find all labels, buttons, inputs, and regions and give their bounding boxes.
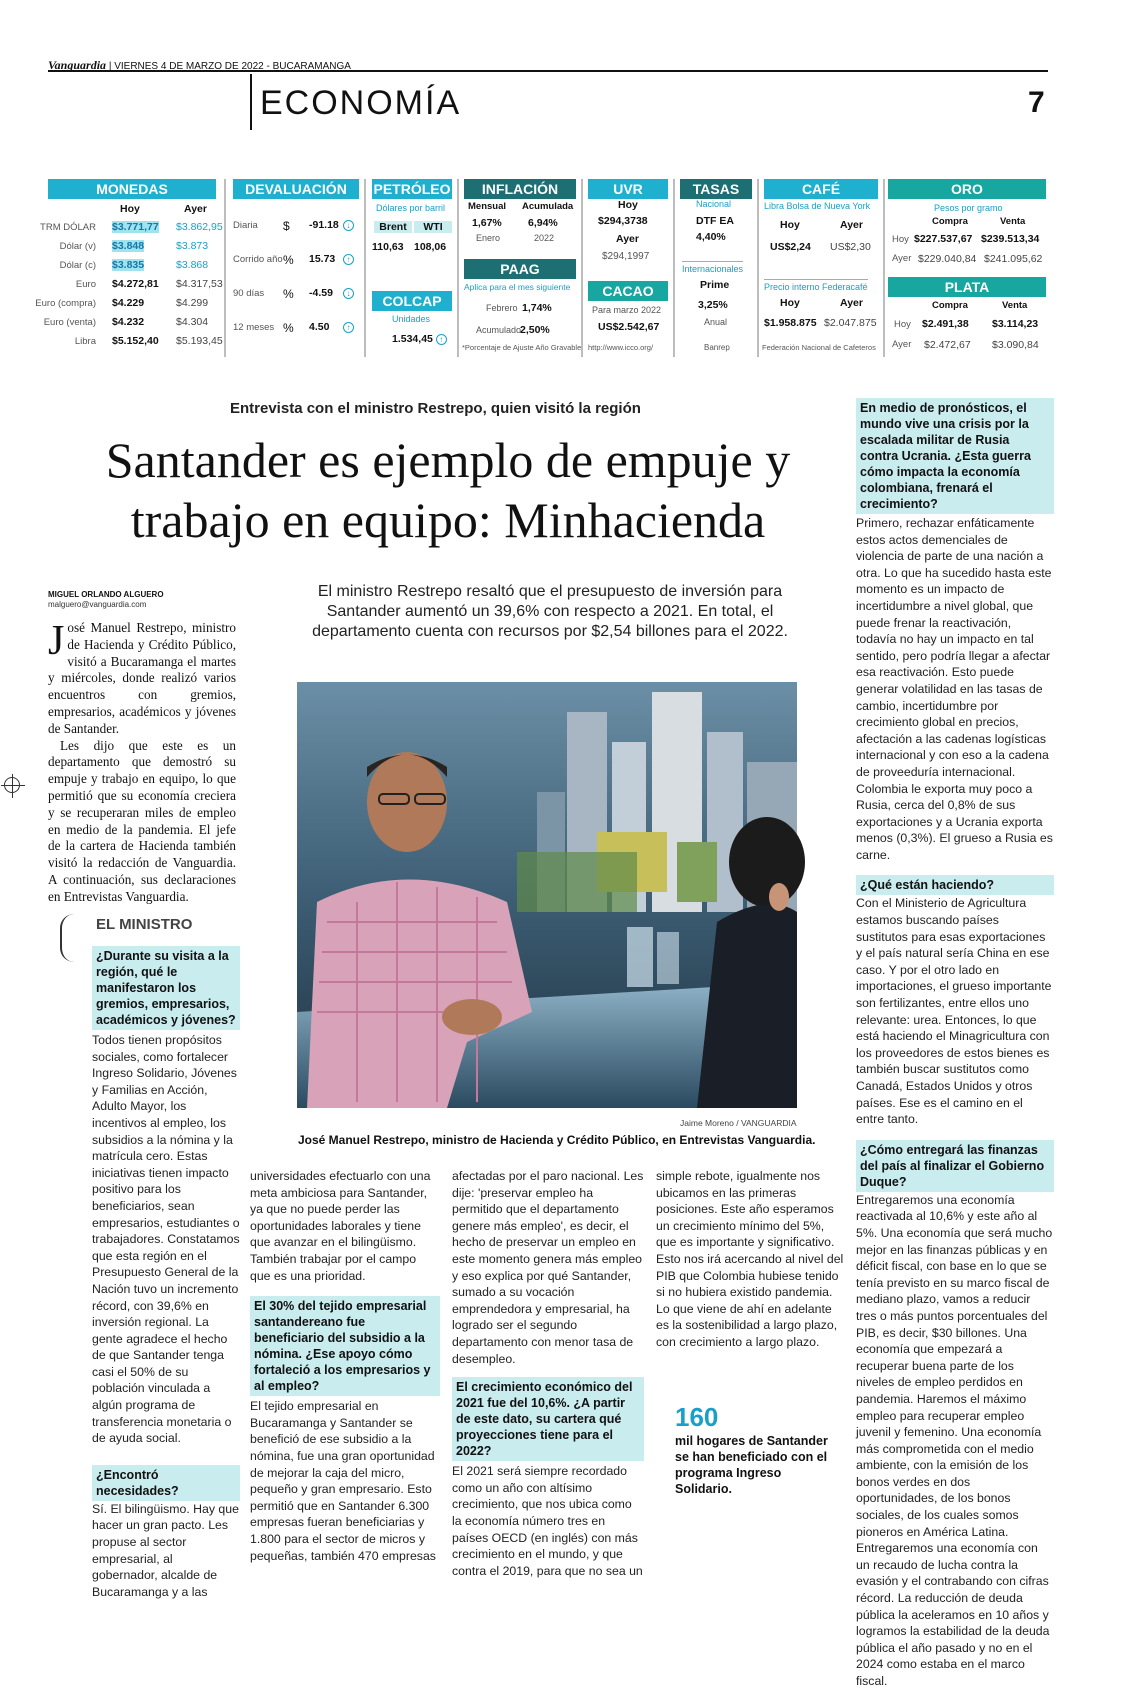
devaluacion-row-unit: % bbox=[283, 253, 294, 267]
monedas-row-label: Euro bbox=[75, 279, 96, 290]
devaluacion-row-label: Diaria bbox=[233, 220, 258, 231]
paag-acumulado: 2,50% bbox=[520, 324, 550, 336]
paag-acumulado-label: Acumulado bbox=[476, 325, 522, 335]
monedas-row-label: Euro (venta) bbox=[43, 317, 96, 328]
cafe-interno-ayer-label: Ayer bbox=[840, 297, 863, 309]
monedas-box bbox=[35, 179, 223, 359]
cafe-title: CAFÉ bbox=[764, 179, 878, 199]
oro-ayer-compra: $229.040,84 bbox=[918, 253, 977, 265]
petroleo-title: PETRÓLEO bbox=[373, 181, 451, 197]
stat-text: mil hogares de Santander se han beneficiado con el programa Ingreso Solidario. bbox=[675, 1434, 828, 1496]
devaluacion-row-unit: % bbox=[283, 321, 294, 335]
question-3: El 30% del tejido empresarial santandereano fue beneficiario del subsidio a la nómina. ¿Ese apoyo cómo fortaleció a los empresarios y al empleo? bbox=[250, 1296, 440, 1396]
devaluacion-row-value: 15.73 bbox=[309, 253, 336, 265]
inflacion-title: INFLACIÓN bbox=[464, 179, 576, 199]
brent-label: Brent bbox=[374, 221, 412, 233]
inflacion-mensual-period: Enero bbox=[476, 233, 501, 243]
monedas-row-hoy: $3.835 bbox=[112, 259, 145, 271]
paag-title: PAAG bbox=[464, 259, 576, 279]
registration-mark-icon bbox=[4, 777, 20, 793]
section-title: ECONOMÍA bbox=[260, 84, 462, 122]
minister-photo bbox=[297, 682, 797, 1108]
plata-hoy-venta: $3.114,23 bbox=[992, 318, 1039, 330]
monedas-row-ayer: $3.873 bbox=[176, 240, 209, 252]
monedas-row-label: Dólar (v) bbox=[59, 241, 96, 252]
oro-hoy-compra: $227.537,67 bbox=[914, 233, 973, 245]
cafe-box bbox=[764, 179, 878, 359]
question-7: ¿Cómo entregará las finanzas del país al finalizar el Gobierno Duque? bbox=[856, 1140, 1054, 1192]
tasas-prime: 3,25% bbox=[698, 299, 728, 311]
column-3-text: afectadas por el paro nacional. Les dije: 'preservar empleo ha permitido que el departamento genere más empleo', es decir, el hecho de preservar un empleo en este momento genera más empleo y eso explica por qué Santander, sumado a su vocación emprendedora y empresarial, ha logrado ser el segundo departamento con menor tasa de desempleo. bbox=[452, 1169, 644, 1366]
lead-paragraph-1 bbox=[48, 620, 236, 738]
lead-paragraph-2: Les dijo que este es un departamento que demostró su empuje y trabajo en equipo, lo que permitió que su economía creciera y se recuperaran miles de empleo en medio de la pandemia. El jefe de la cartera de Hacienda también visitó la redacción de Vanguardia. A continuación, sus declaraciones en Entrevistas Vanguardia. bbox=[48, 737, 236, 904]
uvr-ayer-label: Ayer bbox=[616, 233, 639, 245]
cafe-interno-hoy-label: Hoy bbox=[780, 297, 800, 309]
wti-label: WTI bbox=[414, 221, 452, 233]
inflacion-acumulada-label: Acumulada bbox=[522, 201, 574, 212]
qa-column-4 bbox=[656, 1168, 844, 1351]
devaluacion-row-value: 4.50 bbox=[309, 321, 330, 333]
monedas-row-ayer: $4.304 bbox=[176, 316, 209, 328]
column-2-text: universidades efectuarlo con una meta ambiciosa para Santander, ya que no puede perder las oportunidades laborales y tiene que avanzar en el bilingüismo. También trabajar por el campo que es una prioridad. bbox=[250, 1169, 431, 1283]
answer-2: Sí. El bilingüismo. Hay que hacer un gran pacto. Les propuse al sector empresarial, al gobernador, alcalde de Bucaramanga y a las bbox=[92, 1501, 239, 1599]
tasas-prime-label: Prime bbox=[700, 279, 730, 291]
monedas-row-ayer: $4.317,53 bbox=[176, 278, 223, 290]
answer-6: Con el Ministerio de Agricultura estamos buscando países sustitutos para esas exportaciones y el país natural sería China en ese caso. Y por el otro lado en importaciones, el grueso importante son fertilizantes, entre ellos uno relevante: urea. Entonces, lo que está haciendo el Minagricultura con los proveedores de estos bienes es también buscar sustitutos como Canadá, Estados Unidos y otros países. Ese es el camino en el entre tanto. bbox=[856, 896, 1052, 1127]
cafe-subtitle: Libra Bolsa de Nueva York bbox=[764, 201, 871, 211]
oro-title: ORO bbox=[888, 179, 1046, 199]
uvr-ayer: $294,1997 bbox=[602, 251, 650, 262]
drop-cap: J bbox=[48, 618, 65, 664]
monedas-row-label: Dólar (c) bbox=[59, 260, 96, 271]
cafe-source: Federación Nacional de Cafeteros bbox=[762, 343, 876, 352]
inflacion-mensual-label: Mensual bbox=[468, 201, 507, 212]
qa-column-2 bbox=[250, 1168, 440, 1564]
answer-1: Todos tienen propósitos sociales, como fortalecer Ingreso Solidario, Jóvenes y Familias en Acción, Adulto Mayor, los incentivos al empleo, los subsidios a la nómina y la matrícula cero. Estas iniciativas tienen impacto positivo para los beneficiarios, sean empresarios, estudiantes o trabajadores. Constatamos que esta región en el Presupuesto General de la Nación tuvo un incremento récord, con 39,6% en inversión regional. La gente agradece el hecho de que Santander tenga casi el 50% de su población vinculada a algún programa de transferencia monetaria o de ayuda social. bbox=[92, 1033, 240, 1446]
oro-subtitle: Pesos por gramo bbox=[934, 203, 1003, 213]
devaluacion-row-value: -4.59 bbox=[309, 287, 333, 299]
monedas-row-hoy: $3.771,77 bbox=[112, 221, 159, 233]
cacao-source: http://www.icco.org/ bbox=[588, 343, 654, 352]
uvr-box bbox=[588, 179, 668, 359]
section-rule bbox=[250, 74, 252, 130]
answer-7: Entregaremos una economía reactivada al 10,6% y este año al 5%. Una economía que será mucho mejor en las finanzas públicas y en déficit fiscal, con base en lo que se tenía previsto en su marco fiscal de mediano plazo, vamos a reducir tres o más puntos porcentuales del PIB, es decir, $30 billones. Una economía que empezará a recuperar buena parte de los niveles de empleo perdidos en pandemia. Haremos el máximo empleo para recuperar empleo juvenil y femenino. Una economía más comprometida con el medio ambiente, con la emisión de los bonos verdes en dos oportunidades, de los bonos sociales, de los cuales somos pioneros en América Latina. Entregaremos una economía con un recaudo de lucha contra la evasión y el contrabando con cifras récord. La reducción de deuda pública la aceleramos en 10 años y logramos la estabilidad de la deuda pública el año pasado y no en el 2024 como estaba en el marco fiscal. bbox=[856, 1192, 1053, 1688]
tasas-nacional-label: Nacional bbox=[696, 199, 732, 209]
monedas-row-hoy: $3.848 bbox=[112, 240, 145, 252]
arrow-up-icon: ↑ bbox=[436, 334, 447, 345]
brent-value: 110,63 bbox=[372, 241, 404, 253]
monedas-col-hoy: Hoy bbox=[120, 203, 140, 215]
plata-hoy-compra: $2.491,38 bbox=[922, 318, 969, 330]
cacao-title: CACAO bbox=[588, 281, 668, 301]
section-label-el-ministro: EL MINISTRO bbox=[96, 916, 193, 933]
cafe-ayer: US$2,30 bbox=[830, 241, 871, 253]
byline-email: malguero@vanguardia.com bbox=[48, 600, 147, 609]
monedas-row-ayer: $3.868 bbox=[176, 259, 209, 271]
monedas-row-hoy: $4.229 bbox=[112, 297, 145, 309]
paag-subtitle: Aplica para el mes siguiente bbox=[464, 282, 571, 292]
brace-icon bbox=[60, 914, 74, 962]
question-2: ¿Encontró necesidades? bbox=[92, 1465, 240, 1501]
market-separator bbox=[224, 179, 226, 357]
devaluacion-row-label: 12 meses bbox=[233, 322, 275, 333]
plata-ayer-label: Ayer bbox=[892, 339, 912, 350]
uvr-hoy-label: Hoy bbox=[618, 199, 638, 211]
market-separator bbox=[581, 179, 583, 357]
question-5: En medio de pronósticos, el mundo vive una crisis por la escalada militar de Rusia contra Ucrania. ¿Esta guerra cómo impacta la economía colombiana, frenará el crecimiento? bbox=[856, 398, 1054, 514]
colcap-title: COLCAP bbox=[372, 291, 452, 311]
tasas-dtf-label: DTF EA bbox=[696, 215, 734, 227]
monedas-row-ayer: $4.299 bbox=[176, 297, 209, 309]
tasas-title: TASAS bbox=[680, 179, 752, 199]
monedas-row-hoy: $4.232 bbox=[112, 316, 145, 328]
monedas-row-hoy: $5.152,40 bbox=[112, 335, 159, 347]
qa-column-1 bbox=[92, 946, 240, 1600]
question-4: El crecimiento económico del 2021 fue del 10,6%. ¿A partir de este dato, su cartera qué proyecciones tiene para el 2022? bbox=[452, 1377, 644, 1461]
arrow-up-icon: ↑ bbox=[343, 322, 354, 333]
tasas-dtf: 4,40% bbox=[696, 231, 726, 243]
inflacion-acumulada: 6,94% bbox=[528, 217, 558, 229]
tasas-source: Banrep bbox=[704, 343, 730, 352]
photo-illustration bbox=[297, 682, 797, 1108]
oro-hoy-label: Hoy bbox=[892, 234, 909, 245]
devaluacion-row-label: Corrido año bbox=[233, 254, 283, 265]
lead-paragraph-1-text: osé Manuel Restrepo, ministro de Hacienda y Crédito Público, visitó a Bucaramanga el martes y miércoles, donde realizó varios encuentros con gremios, empresarios, académicos y jóvenes de Santander. bbox=[48, 620, 236, 736]
devaluacion-row-label: 90 días bbox=[233, 288, 265, 299]
uvr-hoy: $294,3738 bbox=[598, 215, 648, 227]
oro-venta-label: Venta bbox=[1000, 216, 1026, 227]
plata-compra-label: Compra bbox=[932, 300, 968, 311]
tasas-prime-period: Anual bbox=[704, 317, 728, 327]
monedas-col-ayer: Ayer bbox=[184, 203, 207, 215]
oro-ayer-venta: $241.095,62 bbox=[984, 253, 1043, 265]
uvr-title: UVR bbox=[588, 179, 668, 199]
inflacion-box bbox=[462, 179, 582, 359]
inflacion-mensual: 1,67% bbox=[472, 217, 502, 229]
cafe-interno-hoy: $1.958.875 bbox=[764, 317, 817, 329]
tasas-internacionales-label: Internacionales bbox=[682, 261, 743, 274]
wti-value: 108,06 bbox=[414, 241, 447, 253]
monedas-row-ayer: $3.862,95 bbox=[176, 221, 223, 233]
paag-footnote: *Porcentaje de Ajuste Año Gravable bbox=[462, 343, 582, 352]
oro-hoy-venta: $239.513,34 bbox=[981, 233, 1040, 245]
devaluacion-row-unit: $ bbox=[283, 219, 290, 233]
devaluacion-box bbox=[233, 179, 359, 359]
cafe-interno-ayer: $2.047.875 bbox=[824, 317, 877, 329]
cafe-hoy: US$2,24 bbox=[770, 241, 811, 253]
market-separator bbox=[364, 179, 366, 357]
devaluacion-row-unit: % bbox=[283, 287, 294, 301]
page-number: 7 bbox=[1028, 86, 1045, 119]
market-separator bbox=[673, 179, 675, 357]
arrow-up-icon: ↑ bbox=[343, 254, 354, 265]
monedas-title: MONEDAS bbox=[48, 179, 216, 199]
inflacion-acumulada-period: 2022 bbox=[534, 233, 555, 243]
plata-title: PLATA bbox=[888, 277, 1046, 297]
brand-logo: Vanguardia bbox=[48, 58, 107, 72]
article-headline: Santander es ejemplo de empuje y trabajo en equipo: Minhacienda bbox=[105, 432, 791, 548]
plata-venta-label: Venta bbox=[1002, 300, 1028, 311]
monedas-row-label: Euro (compra) bbox=[35, 298, 96, 309]
plata-hoy-label: Hoy bbox=[894, 319, 911, 330]
arrow-down-icon: ↓ bbox=[343, 288, 354, 299]
cafe-ayer-label: Ayer bbox=[840, 219, 863, 231]
market-separator bbox=[883, 179, 885, 357]
devaluacion-row-value: -91.18 bbox=[309, 219, 339, 231]
date-line: VIERNES 4 DE MARZO DE 2022 - BUCARAMANGA bbox=[114, 61, 351, 72]
colcap-value: 1.534,45 bbox=[392, 333, 433, 345]
article-deck: El ministro Restrepo resaltó que el presupuesto de inversión para Santander aumentó un 39,6% con respecto a 2021. En total, el departamento cuenta con recursos por $2,54 billones para el 2022. bbox=[312, 583, 788, 640]
cafe-hoy-label: Hoy bbox=[780, 219, 800, 231]
masthead-divider: | bbox=[108, 61, 115, 72]
stat-number: 160 bbox=[675, 1402, 719, 1432]
column-4-text: simple rebote, igualmente nos ubicamos en las primeras posiciones. Este año esperamos un crecimiento mínimo del 5%, que es importante y significativo. Esto nos irá acercando al nivel del PIB que Colombia hubiese tenido si no hubiera existido pandemia. Lo que viene de ahí en adelante es la sostenibilidad a largo plazo, con crecimiento a largo plazo. bbox=[656, 1169, 844, 1349]
market-separator bbox=[457, 179, 459, 357]
devaluacion-title: DEVALUACIÓN bbox=[233, 179, 359, 199]
cacao-subtitle: Para marzo 2022 bbox=[592, 305, 662, 315]
tasas-box bbox=[680, 179, 752, 359]
monedas-row-label: Libra bbox=[74, 336, 96, 347]
photo-credit: Jaime Moreno / VANGUARDIA bbox=[680, 1118, 797, 1128]
photo-caption: José Manuel Restrepo, ministro de Hacienda y Crédito Público, en Entrevistas Vanguardia. bbox=[298, 1133, 816, 1147]
question-1: ¿Durante su visita a la región, qué le manifestaron los gremios, empresarios, académicos y jóvenes? bbox=[92, 946, 240, 1030]
answer-4: El 2021 será siempre recordado como un año con altísimo crecimiento, que nos ubica como la economía número tres en países OECD (en inglés) con más crecimiento en el mundo, y que contra el 2019, para que no sea un bbox=[452, 1464, 643, 1578]
arrow-down-icon: ↓ bbox=[343, 220, 354, 231]
petroleo-box bbox=[372, 179, 452, 359]
plata-ayer-compra: $2.472,67 bbox=[924, 339, 971, 351]
plata-ayer-venta: $3.090,84 bbox=[992, 339, 1039, 351]
byline-name: MIGUEL ORLANDO ALGUERO bbox=[48, 590, 164, 599]
market-separator bbox=[757, 179, 759, 357]
lead-column bbox=[48, 620, 236, 906]
colcap-value-row bbox=[392, 333, 447, 345]
question-6: ¿Qué están haciendo? bbox=[856, 875, 1054, 895]
monedas-row-label: TRM DÓLAR bbox=[40, 222, 96, 233]
petroleo-subtitle: Dólares por barril bbox=[376, 203, 446, 213]
oro-box bbox=[888, 179, 1046, 359]
masthead bbox=[48, 58, 1048, 72]
oro-compra-label: Compra bbox=[932, 216, 968, 227]
qa-column-right bbox=[856, 398, 1054, 1690]
cafe-interno-label: Precio interno Federacafé bbox=[764, 279, 868, 292]
cacao-value: US$2.542,67 bbox=[598, 321, 660, 333]
qa-column-3 bbox=[452, 1168, 644, 1579]
monedas-row-hoy: $4.272,81 bbox=[112, 278, 159, 290]
answer-5: Primero, rechazar enfáticamente estos actos demenciales de violencia de parte de una nación a otra. Lo que ha sucedido hasta este momento es un impacto de incertidumbre a nivel global, que puede frenar la reactivación, todavía no hay un impacto en tal sentido, pero podría llegar a afectar esa reactivación. Esto puede generar volatilidad en las tasas de cambio, incertidumbre por crecimiento global en precios, afectación a las cadenas logísticas internacional y con eso a la cadena de proveeduría internacional. Colombia le exporta muy poco a Rusia, cerca del 0,8% de sus exportaciones y a Ucrania exporta menos (0,3%). El grueso a Rusia es carne. bbox=[856, 516, 1053, 862]
answer-3: El tejido empresarial en Bucaramanga y Santander se benefició de ese subsidio a la nómina, fue una gran oportunidad de mejorar la caja del micro, pequeño y gran empresario. Esto permitió que en Santander 6.300 empresas fueran beneficiarias y 1.800 para el sector de micros y pequeñas, también 470 empresas bbox=[250, 1399, 436, 1563]
paag-febrero-label: Febrero bbox=[486, 303, 518, 313]
paag-febrero: 1,74% bbox=[522, 302, 552, 314]
article-kicker: Entrevista con el ministro Restrepo, quien visitó la región bbox=[230, 400, 641, 417]
colcap-subtitle: Unidades bbox=[392, 314, 431, 324]
oro-ayer-label: Ayer bbox=[892, 253, 912, 264]
monedas-row-ayer: $5.193,45 bbox=[176, 335, 223, 347]
